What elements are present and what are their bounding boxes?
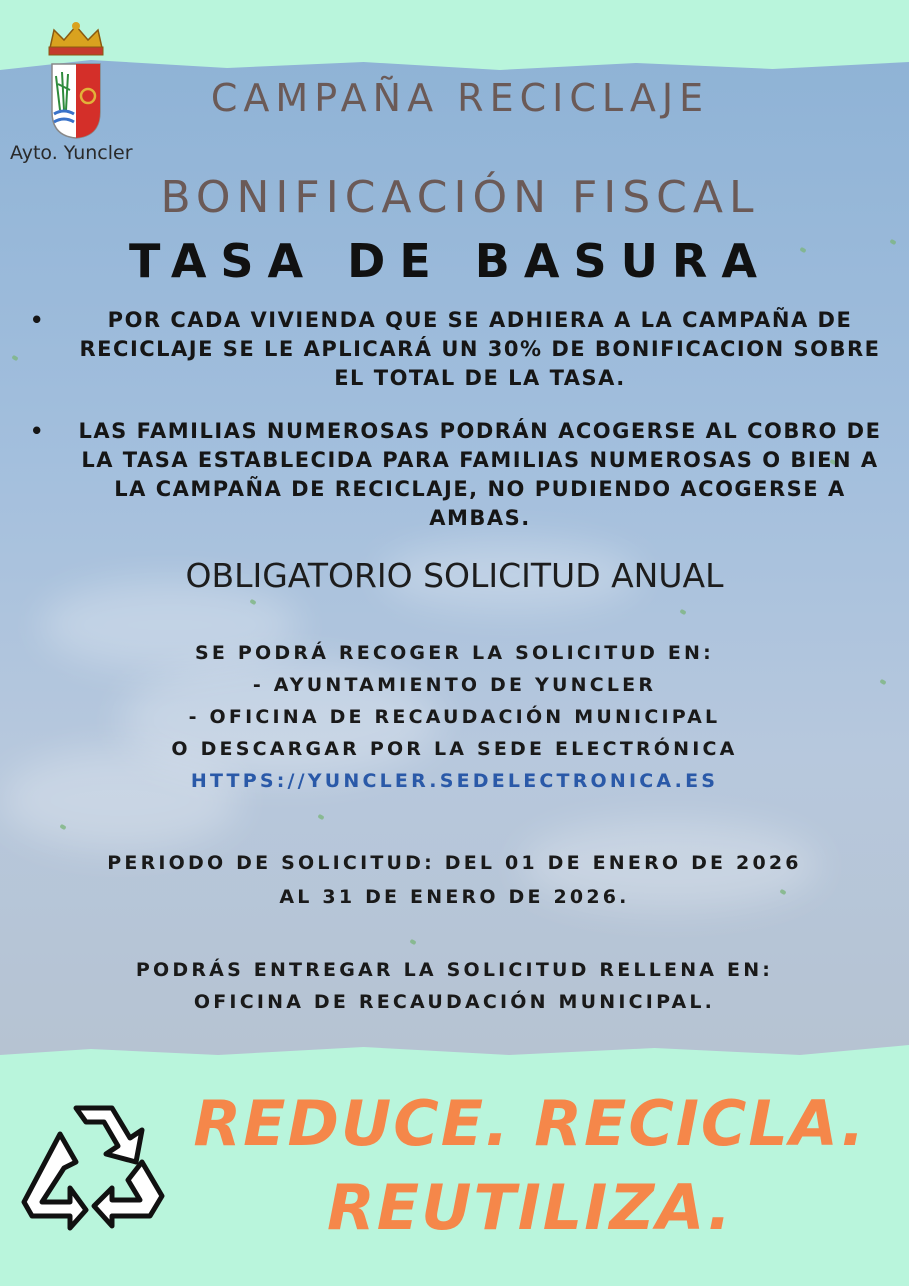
pickup-line: - AYUNTAMIENTO DE YUNCLER bbox=[252, 674, 657, 696]
delivery-info bbox=[0, 954, 909, 1018]
coat-of-arms-icon bbox=[44, 20, 108, 142]
campaign-title: CAMPAÑA RECICLAJE bbox=[210, 76, 710, 120]
list-item bbox=[30, 417, 890, 533]
period-line: AL 31 DE ENERO DE 2026. bbox=[279, 886, 630, 908]
pickup-line: - OFICINA DE RECAUDACIÓN MUNICIPAL bbox=[188, 706, 721, 728]
sede-electronica-link[interactable]: HTTPS://YUNCLER.SEDELECTRONICA.ES bbox=[190, 770, 719, 792]
pickup-info bbox=[0, 637, 909, 797]
list-item bbox=[30, 306, 890, 393]
slogan bbox=[160, 1082, 900, 1250]
page-heading: TASA DE BASURA bbox=[129, 234, 771, 288]
pickup-line: O DESCARGAR POR LA SEDE ELECTRÓNICA bbox=[171, 738, 738, 760]
bullet-text: LAS FAMILIAS NUMEROSAS PODRÁN ACOGERSE AL COBRO DE LA TASA ESTABLECIDA PARA FAMILIAS NUMEROSAS O BIEN A LA CAMPAÑA DE RECICLAJE, NO PUDIENDO ACOGERSE A AMBAS. bbox=[78, 419, 882, 530]
pickup-line: SE PODRÁ RECOGER LA SOLICITUD EN: bbox=[195, 642, 714, 664]
recycle-icon bbox=[20, 1096, 172, 1234]
bullet-marker: • bbox=[30, 308, 45, 332]
mandatory-notice: OBLIGATORIO SOLICITUD ANUAL bbox=[185, 556, 724, 595]
delivery-line: PODRÁS ENTREGAR LA SOLICITUD RELLENA EN: bbox=[135, 959, 774, 981]
slogan-line: REDUCE. RECICLA. bbox=[193, 1087, 867, 1160]
bullet-text: POR CADA VIVIENDA QUE SE ADHIERA A LA CAMPAÑA DE RECICLAJE SE LE APLICARÁ UN 30% DE BONIFICACION SOBRE EL TOTAL DE LA TASA. bbox=[79, 308, 881, 390]
slogan-line: REUTILIZA. bbox=[326, 1171, 734, 1244]
campaign-subtitle: BONIFICACIÓN FISCAL bbox=[160, 172, 760, 223]
period-line: PERIODO DE SOLICITUD: DEL 01 DE ENERO DE 2026 bbox=[107, 852, 802, 874]
org-label: Ayto. Yuncler bbox=[10, 142, 133, 164]
application-period bbox=[0, 846, 909, 914]
bullet-list bbox=[30, 306, 890, 533]
delivery-line: OFICINA DE RECAUDACIÓN MUNICIPAL. bbox=[193, 991, 716, 1013]
bullet-marker: • bbox=[30, 419, 45, 443]
